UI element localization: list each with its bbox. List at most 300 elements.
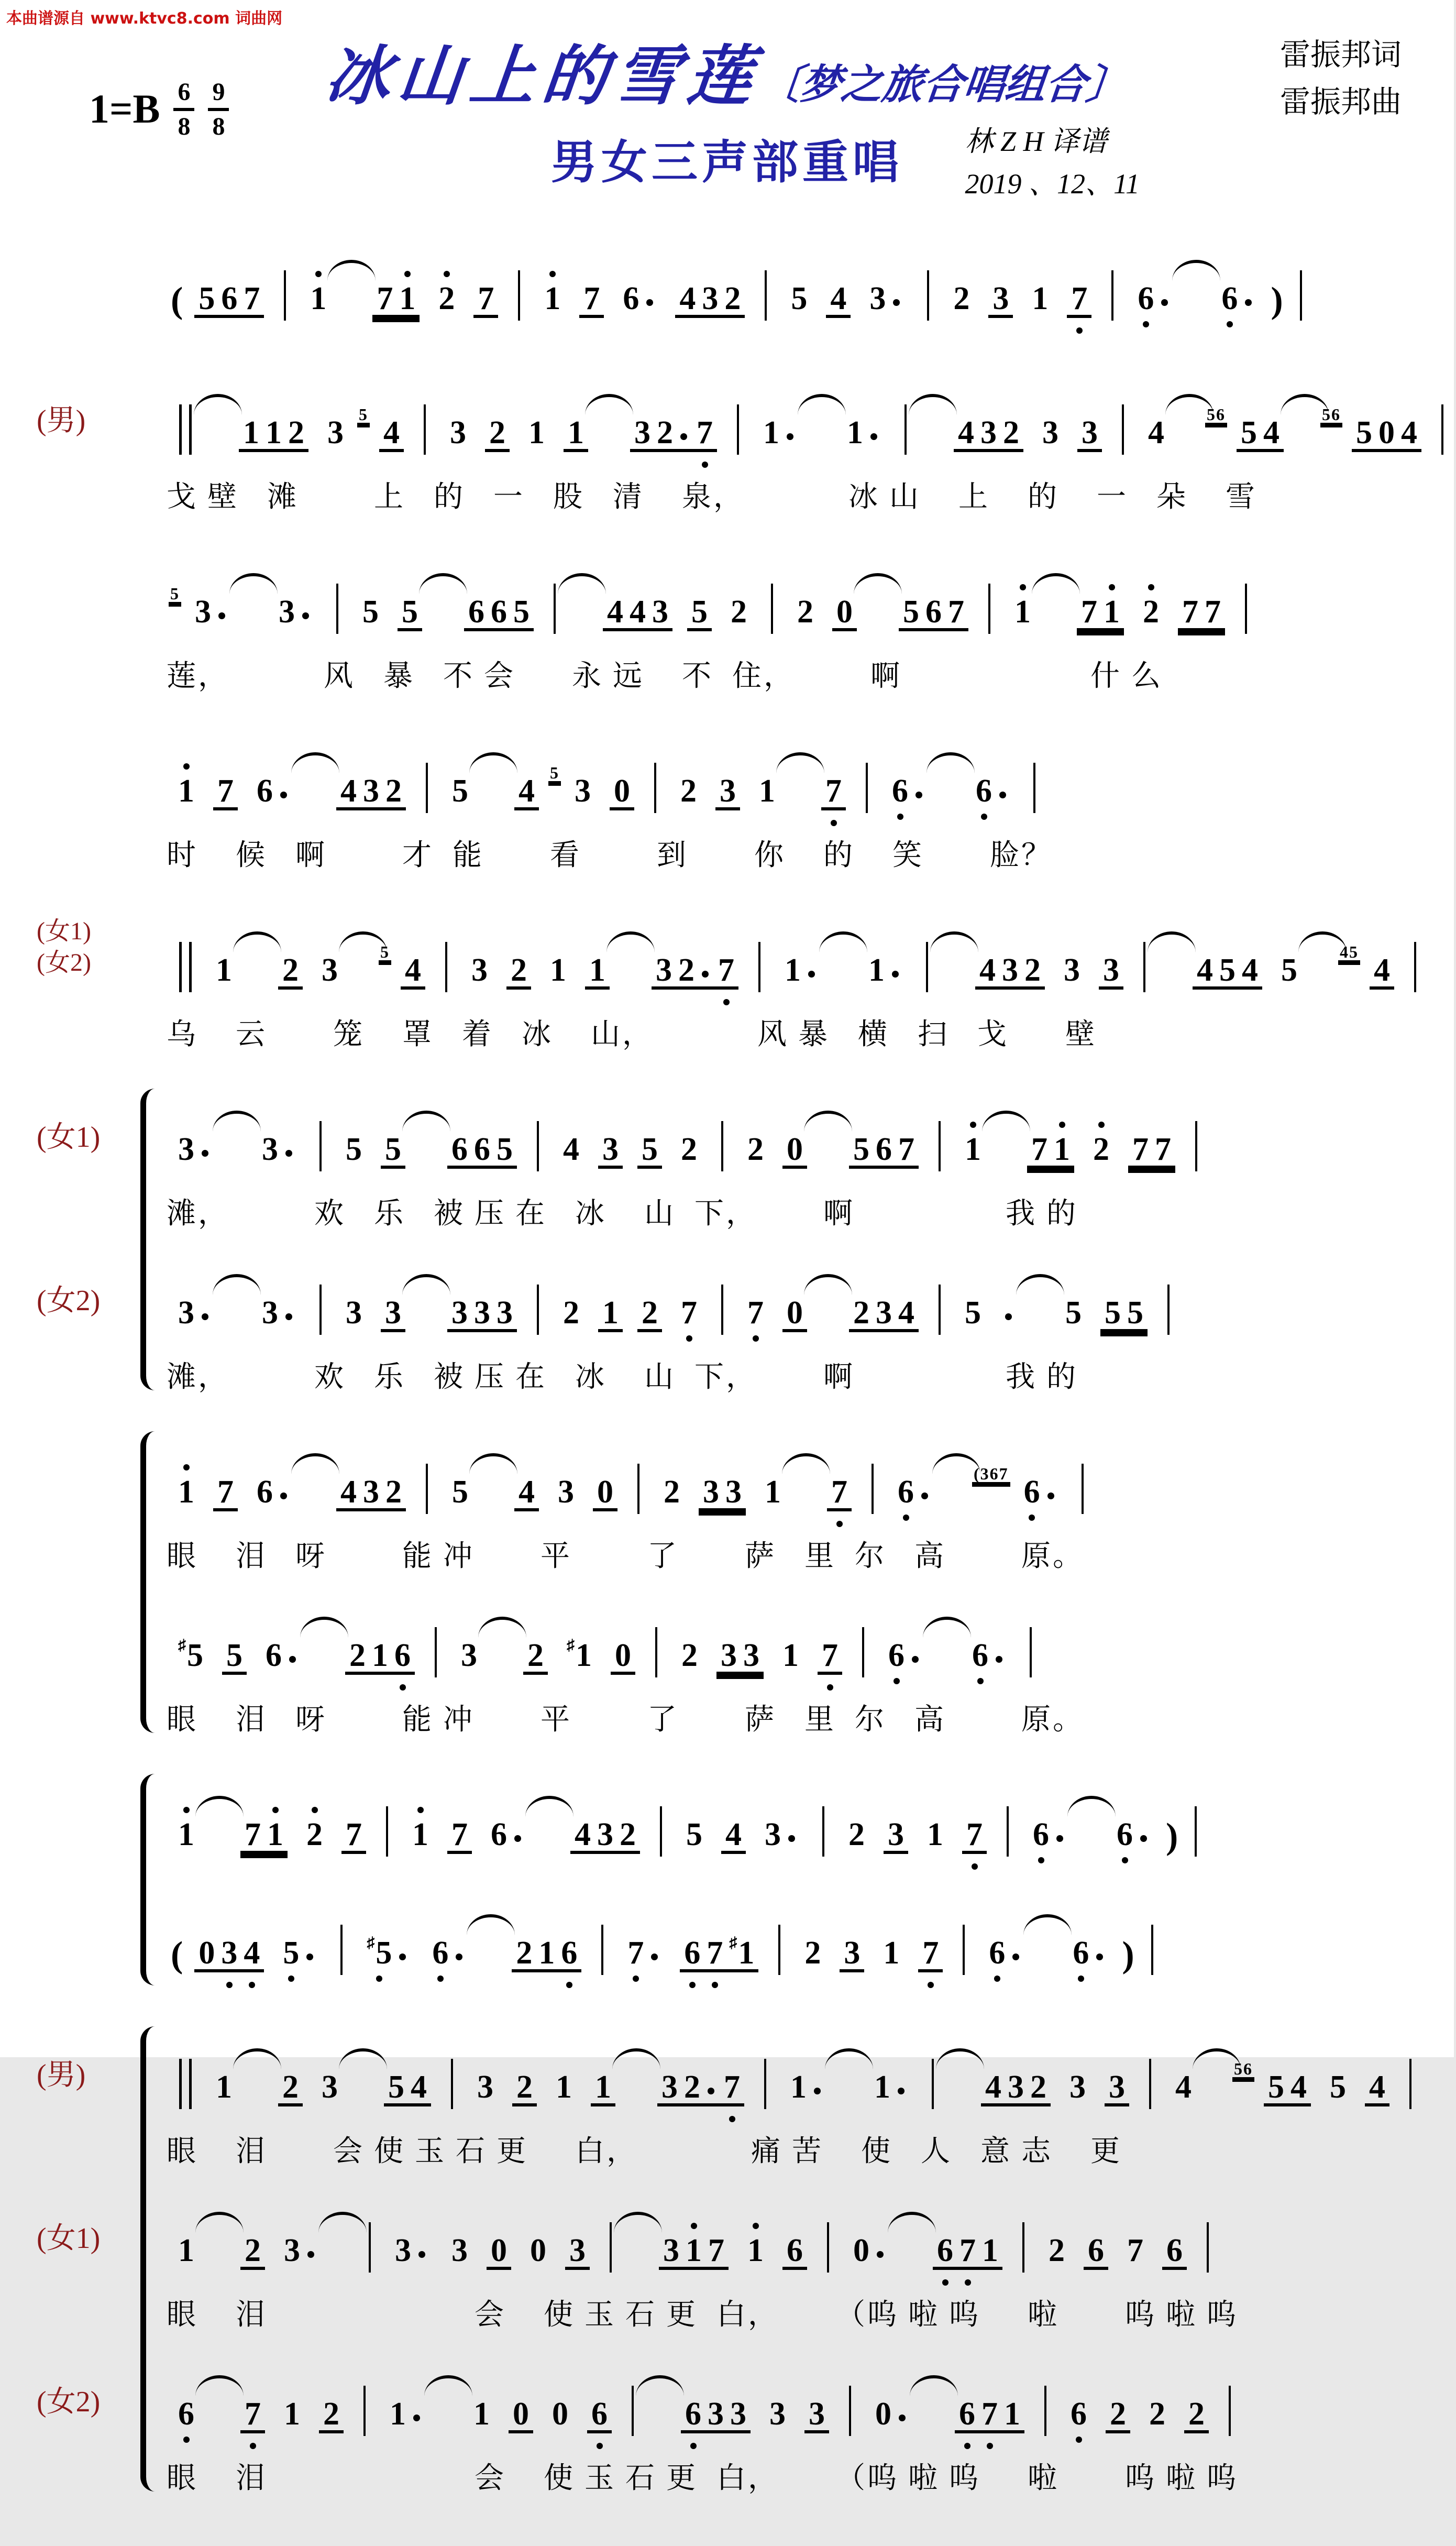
note-digit: 2 [245,2233,261,2268]
credits [1280,31,1402,126]
augmentation-dot [1161,299,1168,306]
note-digit: 2 [282,2069,299,2105]
note-digit: 3 [869,281,886,316]
barline [1030,1627,1032,1677]
slur-arc [195,2212,244,2233]
date: 2019 、12、11 [965,168,1140,200]
note-group [464,596,534,631]
note-digit: 2 [1030,2069,1046,2105]
note-digit: 2 [642,1295,658,1331]
note-digit: 7 [693,416,716,449]
note-group [585,954,610,990]
note-digit: 1 [568,415,584,451]
note-digit: 0 [597,1474,613,1510]
note-digit: 6 [986,1937,1008,1969]
note-digit: 3 [708,2396,724,2432]
note-digit: 5 [853,1132,869,1167]
octave-dot-below [964,2443,970,2449]
barline [426,763,428,813]
note-digit: 4 [405,952,421,988]
note-digit: 4 [725,1817,742,1852]
note-group [222,1639,247,1675]
augmentation-dot [898,2088,905,2094]
augmentation-dot [708,2088,714,2094]
note-group [258,1133,300,1166]
note-group [358,596,383,628]
note-digit: 4 [563,1132,579,1167]
slur-arc [825,2048,873,2069]
note-group [1077,416,1102,452]
note-group [1277,954,1301,986]
note-digit: 6 [889,775,911,807]
note-group [570,775,595,807]
note-group [598,1297,623,1332]
augmentation-dot [418,2251,425,2258]
note-group [786,2071,828,2103]
augmentation-dot [202,1313,208,1320]
note-digit: 3 [661,2069,678,2105]
note-digit: 2 [516,2069,533,2105]
note-group [1066,2398,1091,2430]
voice-line [37,1429,1422,1575]
augmentation-dot [289,1656,296,1663]
note-group [1000,1297,1019,1329]
grace-notes: 45 [1338,943,1360,962]
note-digit: 0 [513,2396,529,2432]
note-group [840,1937,864,1972]
note-digit: 2 [620,1817,636,1852]
note-group [1084,2234,1108,2270]
note-digit: 2 [385,1474,402,1510]
note-group [681,2398,751,2433]
note-digit: 4 [607,594,623,630]
note-digit: 7 [919,1937,942,1969]
augmentation-dot [285,1313,292,1320]
note-digit: 2 [724,281,741,316]
note-group [317,2071,342,2103]
note-digit: 7 [241,2398,264,2430]
note-digit: 1 [790,2069,807,2105]
octave-dot-below [712,1982,718,1988]
notes-line [167,236,1422,336]
note-digit: 2 [349,1638,366,1673]
slur-arc [804,1111,852,1132]
note-digit: 2 [848,1817,865,1852]
note-digit: 2 [1140,596,1162,628]
note-group [319,2398,344,2433]
note-digit: 2 [1049,2233,1065,2268]
voice-line [37,1772,1422,1872]
note-digit: 1 [266,415,282,451]
note-digit: 1 [682,2234,705,2267]
note-digit: 4 [1148,415,1164,451]
note-group [457,1639,481,1672]
note-digit: 6 [491,1817,507,1852]
slur-arc [585,394,633,415]
slur-arc [1032,573,1080,594]
augmentation-dot [646,299,653,306]
system [37,1772,1422,1991]
note-digit: 2 [323,2396,339,2432]
note-group [174,1818,198,1851]
note-digit: 1 [763,415,779,451]
note-group [240,1818,288,1853]
augmentation-dot [413,2415,420,2421]
note-group [1099,954,1123,990]
note-digit: 3 [385,1295,401,1331]
barline [319,1285,322,1335]
octave-dot-above [1020,584,1026,590]
note-group [1128,1133,1175,1168]
note-digit: 7 [451,1817,468,1852]
barline [771,584,773,634]
octave-dot-above [272,1807,279,1813]
note-group [1068,1937,1110,1969]
note-digit: 5 [452,1474,468,1510]
note-group [818,1639,842,1675]
octave-dot-above [183,1807,190,1813]
octave-dot-above [1109,584,1115,590]
note-group [1365,2071,1389,2106]
note-digit: 2 [731,594,747,630]
barline [721,1121,723,1171]
octave-dot-below [942,2279,948,2286]
note-group [1027,1133,1074,1168]
note-group [306,282,330,315]
note-digit: 5 [686,1817,702,1852]
note-digit: 1 [550,952,566,988]
sharp-sign: ♯ [729,1934,737,1951]
grace-notes: 5 [379,943,391,962]
time-signature: $\frac{6}{8}$ [173,79,194,139]
notes-line [167,2024,1422,2125]
note-group [473,282,498,318]
note-digit: 4 [519,1474,535,1510]
octave-dot-below [686,1335,692,1342]
voice-label: (男) [37,2059,86,2091]
notes-line [167,728,1422,829]
system [37,907,1422,1053]
note-digit: 5 [513,594,530,630]
note-digit: 6 [1113,1818,1136,1851]
barline [1195,1806,1197,1857]
augmentation-dot [399,1954,406,1960]
notes-line [167,1429,1422,1530]
note-group [252,1476,294,1508]
note-digit: 6 [221,281,238,316]
note-digit: 5 [1127,1295,1143,1331]
note-group [1326,2071,1350,2103]
note-group [512,2071,537,2106]
note-group [962,1818,987,1854]
note-digit: 5 [1105,1295,1121,1331]
subtitle: 男女三声部重唱 [550,138,903,189]
note-group [985,1937,1027,1969]
note-digit: 3 [769,2396,786,2432]
slur-arc [1023,1914,1072,1935]
note-group [239,416,308,452]
note-digit: 3 [284,2233,300,2268]
note-digit: 3 [346,1295,362,1331]
note-digit: 2 [1149,2396,1165,2432]
octave-dot-above [417,1807,424,1813]
slur-arc [798,394,846,415]
note-digit: 3 [765,1817,781,1852]
note-digit: 3 [575,773,591,809]
octave-dot-below [1076,2437,1082,2443]
grace-notes: (367 [972,1465,1010,1484]
note-group [630,416,717,452]
note-digit: 6 [1067,2398,1090,2430]
note-digit: 3 [652,594,668,630]
slur-arc [300,1617,348,1638]
note-digit: 5 [402,594,418,630]
note-digit: 6 [1021,1476,1043,1508]
note-group [428,1937,470,1969]
note-digit: 5 [642,1132,658,1167]
note-group [972,775,1013,807]
note-group [258,1297,300,1329]
octave-dot-below [987,2443,993,2449]
note-digit: 7 [744,1297,767,1329]
note-digit: 4 [1242,952,1258,988]
note-digit: 5 [965,1295,981,1331]
barline [778,1925,780,1975]
note-group [302,1818,327,1851]
note-group [680,1935,758,1972]
grace-notes: 56 [1320,406,1342,424]
barline [827,2222,829,2273]
note-group [826,282,851,318]
note-digit: 2 [288,415,304,451]
note-digit: 4 [1369,2069,1385,2105]
note-group [1217,282,1259,315]
augmentation-dot [1140,1835,1147,1842]
note-group [280,2234,322,2267]
slur-arc [291,1453,339,1474]
note-group [381,1297,405,1332]
octave-dot-below [897,814,903,820]
note-digit: 1 [1032,281,1049,316]
note-group [593,1476,617,1511]
note-digit: 3 [279,594,295,630]
slur-arc [854,573,902,594]
augmentation-dot [1012,1954,1019,1960]
note-digit: 3 [730,2396,746,2432]
note-group [279,1937,321,1969]
notes-line [167,907,1422,1008]
augmentation-dot [921,1493,928,1499]
note-digit: 0 [787,1132,803,1167]
octave-dot-below [1078,1976,1084,1982]
note-group [336,775,406,810]
lyrics-line: 眼 泪 会 使 玉 石 更 白， （呜 啦 呜 啦 呜 啦 呜 [167,2462,1238,2495]
note-group [485,416,510,452]
phrase-paren: ) [1271,280,1283,321]
note-digit: 2 [1110,2396,1126,2432]
octave-dot-below [633,1976,639,1982]
slur-arc [339,2048,387,2069]
lyrics-line: 眼 泪 会 使 玉 石 更 白， 痛 苦 使 人 意 志 更 [167,2135,1122,2168]
note-group [981,2071,1051,2106]
note-group [194,282,264,318]
voice-line [37,236,1422,336]
note-digit: 3 [327,415,344,451]
note-group [174,1638,207,1672]
octave-dot-above [444,271,450,277]
voice-line [37,370,1422,515]
slur-arc [776,752,824,773]
note-digit: 1 [409,1818,432,1851]
slur-arc [930,931,978,952]
note-digit: 1 [883,1935,900,1971]
note-group [473,2071,498,2103]
note-digit: 7 [703,1937,726,1969]
voice-label: (女2) [37,2386,101,2418]
note-group [1171,2071,1196,2103]
note-digit: 3 [844,1935,861,1971]
octave-dot-below [723,999,730,1005]
augmentation-dot [302,612,309,619]
note-group [687,596,712,631]
note-digit: 5 [1219,952,1236,988]
note-digit: 5 [1065,1295,1082,1331]
augmentation-dot [1096,1954,1103,1960]
note-digit: 7 [1068,282,1090,315]
barline [1229,2386,1231,2436]
note-digit: 7 [715,954,737,986]
note-group [619,282,660,315]
note-digit: 1 [589,952,605,988]
note-digit: 3 [656,952,672,988]
note-group [467,954,492,986]
note-digit: 1 [473,2396,490,2432]
note-group [540,282,565,315]
note-group [949,282,974,315]
note-group [844,1818,869,1851]
voice-line [37,1593,1422,1738]
augmentation-dot [307,2251,314,2258]
note-group [401,954,425,990]
note-group [548,2398,572,2430]
augmentation-dot [996,1656,1002,1663]
note-digit: 4 [340,1474,357,1510]
note-group [603,596,672,631]
slur-arc [233,2048,281,2069]
note-group [1370,954,1394,990]
note-digit: 7 [245,1817,261,1852]
note-digit: 4 [1290,2069,1307,2105]
note-digit: 4 [1175,2069,1192,2105]
slur-arc [819,931,867,952]
note-digit: 3 [218,1937,240,1969]
note-digit: 2 [489,415,505,451]
note-group [743,2234,768,2267]
note-group [1139,596,1163,628]
notes-line [167,2188,1422,2288]
note-group [782,2234,807,2270]
note-digit: 3 [980,415,997,451]
note-group [849,2234,891,2267]
note-digit: 5 [1241,415,1257,451]
voice-line [37,2351,1422,2497]
note-group [524,416,549,449]
note-digit: 5 [362,594,379,630]
note-group [1193,954,1262,990]
note-digit: 6 [895,1476,917,1508]
note-digit: 6 [973,775,995,807]
slur-arc [195,1796,244,1817]
note-digit: 6 [682,2398,704,2430]
note-digit: 1 [1051,1133,1073,1166]
note-digit: 7 [583,281,600,316]
barline [1022,2222,1024,2273]
octave-dot-above [183,763,190,770]
barline [939,1121,941,1171]
note-digit: 2 [664,1474,680,1510]
barline [1122,404,1124,455]
note-digit: 2 [527,1638,544,1673]
note-digit: 7 [819,1639,841,1672]
note-digit: 4 [519,773,535,809]
voice-line [37,549,1422,695]
slur-arc [1148,931,1196,952]
augmentation-dot [1056,1835,1063,1842]
sharp-sign: ♯ [178,1637,186,1654]
slur-arc [636,2375,684,2396]
note-group [1061,1297,1086,1329]
note-digit: 7 [963,1818,986,1851]
barline [926,942,928,992]
note-digit: 5 [497,1132,513,1167]
system [37,2024,1422,2497]
transcriber-block [965,120,1140,205]
note-digit: 3 [1064,952,1080,988]
note-digit: 3 [262,1295,278,1331]
note-digit: 4 [630,594,646,630]
note-group [726,596,751,628]
note-digit: 3 [451,1295,468,1331]
note-digit: 3 [809,2396,825,2432]
note-group [506,954,531,990]
note-group [526,2234,550,2267]
augmentation-dot [306,1954,313,1960]
octave-dot-below [566,1982,572,1988]
barline [764,2059,766,2109]
note-group [1133,282,1175,315]
note-group [677,1133,701,1166]
slur-arc [233,931,281,952]
note-digit: 6 [491,594,507,630]
octave-dot-below [903,1515,909,1521]
augmentation-dot [899,2415,906,2421]
barline [1111,270,1113,321]
octave-dot-below [183,2437,190,2443]
lyrics-line: 时 候 啊 才 能 看 到 你 的 笑 脸？ [167,839,1053,872]
note-group [843,416,885,449]
note-digit: 2 [1090,1133,1112,1166]
augmentation-dot [1245,299,1252,306]
note-group [341,1133,366,1166]
note-group [1105,2071,1129,2106]
slur-arc [982,1111,1030,1132]
voice-line [37,907,1422,1053]
note-group [832,596,857,631]
time-signature: $\frac{9}{8}$ [208,79,229,139]
barline [905,404,907,455]
note-digit: 0 [853,2233,869,2268]
note-group [523,1639,548,1675]
